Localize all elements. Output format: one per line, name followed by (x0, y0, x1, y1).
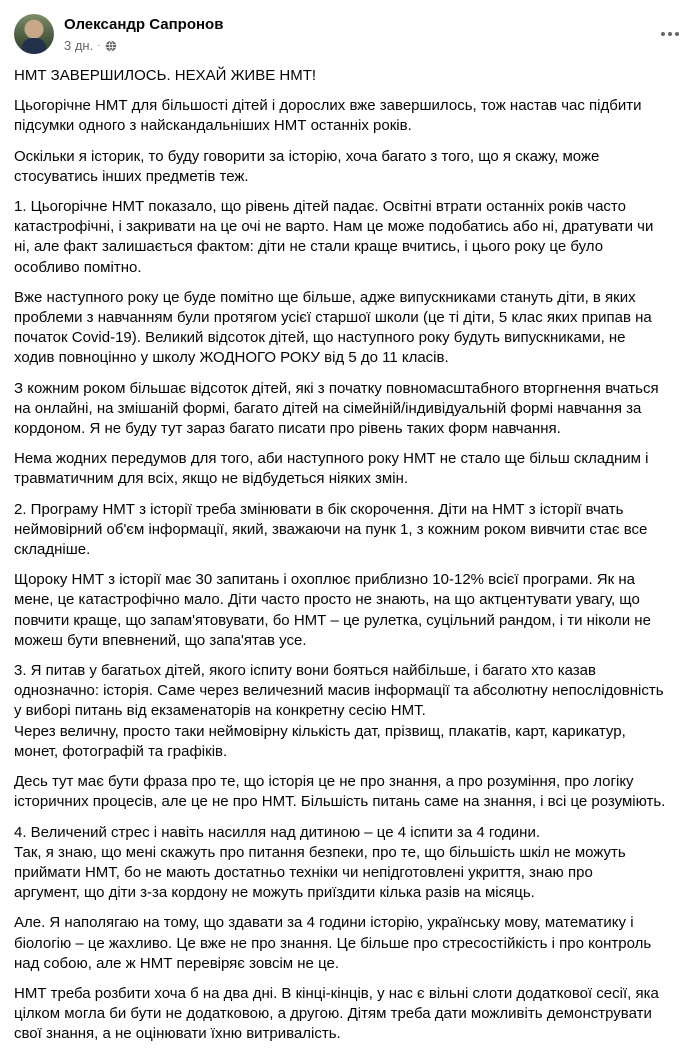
post-paragraph: З кожним роком більшає відсоток дітей, які з початку повномасштабного вторгнення вчаться на онлайні, на змішаній формі, багато дітей на сімейній/індивідуальній формі навчання за кордоном. Я не буду тут зараз багато писати про рівень таких форм навчання. (14, 379, 659, 438)
post-meta (64, 38, 117, 53)
post-paragraph: НМТ ЗАВЕРШИЛОСЬ. НЕХАЙ ЖИВЕ НМТ! (14, 67, 317, 84)
more-options-button[interactable] (656, 20, 684, 48)
post-paragraph: Нема жодних передумов для того, аби наступного року НМТ не стало ще більш складним і травматичним для всіх, якщо не відбудеться ніяких змін. (14, 450, 649, 488)
post-paragraph: Вже наступного року це буде помітно ще більше, адже випускниками стануть діти, в яких проблеми з навчанням були протягом усієї старшої школи (це ті діти, 5 клас яких припав на початок Covid-19). Великий відсоток дітей, що наступного року будуть випускниками, не ходив повноцінно у школу ЖОДНОГО РОКУ від 5 до 11 класів. (14, 288, 652, 367)
post-paragraph: Але. Я наполягаю на тому, що здавати за 4 години історію, українську мову, математику і біологію – це жахливо. Це вже не про знання. Це більше про стресостійкість і про контроль над собою, але ж НМТ перевіряє зовсім не це. (14, 914, 652, 972)
post-paragraph: Через величну, просто таки неймовірну кількість дат, прізвищ, плакатів, карт, карикатур, монет, фотографій та графіків. (14, 722, 626, 760)
author-name[interactable]: Олександр Сапронов (64, 16, 224, 33)
globe-icon[interactable] (105, 40, 117, 52)
post-body (14, 66, 688, 1055)
post-paragraph: НМТ треба розбити хоча б на два дні. В кінці-кінців, у нас є вільні слоти додаткової сесії, яка цілком могла би бути не додатковою, а другою. Дітям треба дати можливіть демонструвати свої знання, а не оцінювати їхню витривалість. (14, 984, 659, 1043)
post-paragraph: Так, я знаю, що мені скажуть про питання безпеки, про те, що більшість шкіл не можуть приймати НМТ, бо не мають достатньо техніки чи непідготовлені укриття, знаю про аргумент, що діти з-за кордону не можуть приїздити кілька разів на місяць. (14, 843, 626, 902)
post-header (14, 14, 684, 58)
post-paragraph: 1. Цьогорічне НМТ показало, що рівень дітей падає. Освітні втрати останніх років часто катастрофічні, і закривати на це очі не варто. Нам це може подобатись або ні, дратувати чи ні, але факт залишається фактом: діти не стали краще вчитись, і цього року це було особливо помітно. (14, 198, 654, 276)
more-horizontal-icon (660, 31, 680, 37)
meta-separator: · (97, 40, 101, 51)
post-timestamp[interactable]: 3 дн. (64, 38, 94, 53)
post-paragraph: 3. Я питав у багатьох дітей, якого іспиту вони бояться найбільше, і багато хто казав однозначно: історія. Саме через величезний масив інформації та абсолютну непослідовність у виборі питань від екзаменаторів на конкретну сесію НМТ. (14, 662, 664, 720)
post-paragraph: Цьогорічне НМТ для більшості дітей і дорослих вже завершилось, тож настав час підбити підсумки одного з найскандальніших НМТ останніх років. (14, 97, 642, 135)
post-paragraph: Щороку НМТ з історії має 30 запитань і охоплює приблизно 10-12% всієї програми. Як на мене, це катастрофічно мало. Діти часто просто не знають, на що актцентувати увагу, що повчити краще, що запам'ятовувати, бо НМТ – це рулетка, суцільний рандом, і ти ніколи не можеш бути впевнений, що запа'ятав усе. (14, 571, 651, 649)
post-paragraph: 2. Програму НМТ з історії треба змінювати в бік скорочення. Діти на НМТ з історії вчать неймовірний об'єм інформації, який, зважаючи на пунк 1, з кожним роком вивчити стає все складніше. (14, 500, 648, 559)
post-paragraph: 4. Величений стрес і навіть насилля над дитиною – це 4 іспити за 4 години. (14, 823, 541, 841)
post-paragraph: Десь тут має бути фраза про те, що історія це не про знання, а про розуміння, про логіку історичних процесів, але це не про НМТ. Більшість питань саме на знання, і всі це розуміють. (14, 773, 666, 811)
author-avatar[interactable] (14, 14, 54, 54)
post-paragraph: Оскільки я історик, то буду говорити за історію, хоча багато з того, що я скажу, може стосуватись інших предметів теж. (14, 147, 600, 185)
